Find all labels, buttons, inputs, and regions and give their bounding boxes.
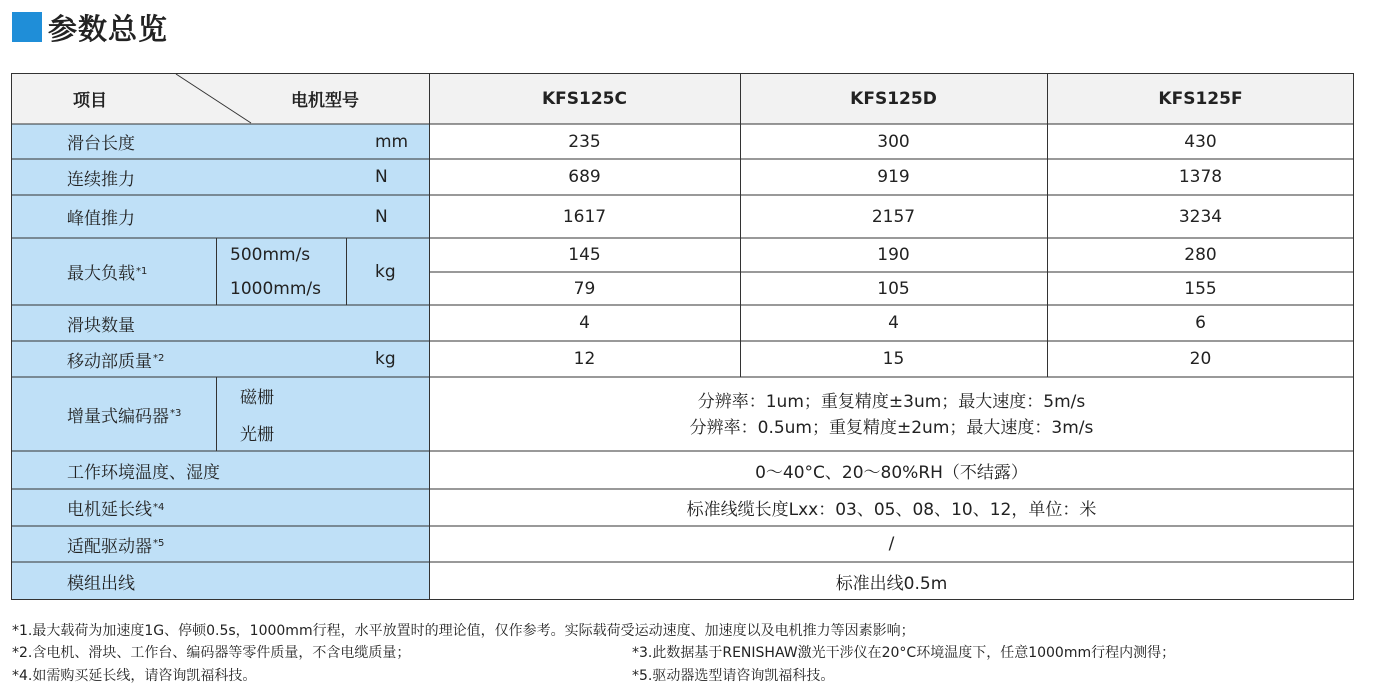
max-load-speed-1000: 1000mm/s: [216, 272, 346, 305]
table-cell: 15: [740, 341, 1047, 377]
table-cell: 4: [740, 305, 1047, 341]
table-cell: 280: [1047, 238, 1354, 272]
table-cell: 12: [429, 341, 740, 377]
footnote-3: *3.此数据基于RENISHAW激光干涉仪在20°C环境温度下，任意1000mm行程内测得；: [632, 645, 1176, 661]
row-unit-moving-mass: kg: [375, 349, 396, 369]
row-label-moving-mass-text: 移动部质量: [67, 351, 152, 372]
header-item-label: 项目: [73, 90, 107, 111]
row-label-environment: 工作环境温度、湿度: [11, 451, 429, 489]
row-label-peak-force: 峰值推力: [11, 195, 429, 238]
row-label-stroke: 滑台长度: [11, 124, 429, 159]
table-cell: 1378: [1047, 159, 1354, 195]
row-label-module-outlet: 模组出线: [11, 562, 429, 600]
header-model-label: 电机型号: [291, 90, 359, 111]
row-label-extension-cable: 电机延长线 *4: [11, 489, 429, 526]
table-cell: 79: [429, 272, 740, 305]
row-label-driver: 适配驱动器 *5: [11, 526, 429, 562]
footnote-2: *2.含电机、滑块、工作台、编码器等零件质量，不含电缆质量；: [12, 645, 411, 661]
table-cell: 300: [740, 124, 1047, 159]
encoder-type-magnetic: 磁栅: [216, 377, 429, 414]
row-label-encoder: 增量式编码器 *3: [11, 377, 216, 451]
row-label-continuous-force: 连续推力: [11, 159, 429, 195]
table-cell: 4: [429, 305, 740, 341]
row-unit-continuous-force: N: [375, 167, 388, 187]
table-cell: 145: [429, 238, 740, 272]
table-cell: 190: [740, 238, 1047, 272]
row-label-moving-mass: 移动部质量 *2: [11, 341, 429, 377]
row-label-driver-text: 适配驱动器: [67, 536, 152, 557]
footnote-1: *1.最大载荷为加速度1G、停顿0.5s，1000mm行程，水平放置时的理论值，仅作参考。实际载荷受运动速度、加速度以及电机推力等因素影响；: [12, 623, 915, 639]
module-outlet-value: 标准出线0.5m: [429, 562, 1354, 600]
row-label-encoder-text: 增量式编码器: [67, 406, 169, 427]
table-cell: 3234: [1047, 195, 1354, 238]
row-label-max-load-text: 最大负载: [67, 264, 135, 284]
table-cell: 919: [740, 159, 1047, 195]
title-accent-block: [12, 12, 42, 42]
row-label-slider-count: 滑块数量: [11, 305, 429, 341]
page-title: 参数总览: [48, 11, 169, 46]
header-model-kfs125d: KFS125D: [740, 73, 1047, 124]
row-unit-stroke: mm: [375, 131, 409, 152]
spec-table: [11, 73, 1354, 600]
table-cell: 1617: [429, 195, 740, 238]
table-cell: 20: [1047, 341, 1354, 377]
table-cell: 155: [1047, 272, 1354, 305]
row-unit-max-load: kg: [346, 238, 429, 305]
section-title: [12, 10, 168, 44]
environment-value: 0～40°C、20～80%RH（不结露）: [429, 451, 1354, 489]
footnote-4: *4.如需购买延长线，请咨询凯福科技。: [12, 668, 257, 684]
footnote-5: *5.驱动器选型请咨询凯福科技。: [632, 668, 835, 684]
row-label-extension-cable-text: 电机延长线: [67, 500, 152, 520]
table-cell: 430: [1047, 124, 1354, 159]
driver-value: /: [429, 526, 1354, 562]
table-cell: 689: [429, 159, 740, 195]
header-model-kfs125c: KFS125C: [429, 73, 740, 124]
table-cell: 105: [740, 272, 1047, 305]
header-model-kfs125f: KFS125F: [1047, 73, 1354, 124]
table-cell: 235: [429, 124, 740, 159]
row-label-max-load: 最大负载 *1: [11, 238, 216, 305]
extension-cable-value: 标准线缆长度Lxx：03、05、08、10、12，单位：米: [429, 489, 1354, 526]
encoder-optical-spec: 分辨率：0.5um；重复精度±2um；最大速度：3m/s: [429, 412, 1354, 438]
max-load-speed-500: 500mm/s: [216, 238, 346, 272]
encoder-magnetic-spec: 分辨率：1um；重复精度±3um；最大速度：5m/s: [429, 386, 1354, 412]
table-cell: 6: [1047, 305, 1354, 341]
row-unit-peak-force: N: [375, 206, 388, 227]
encoder-type-optical: 光栅: [216, 414, 429, 451]
table-cell: 2157: [740, 195, 1047, 238]
